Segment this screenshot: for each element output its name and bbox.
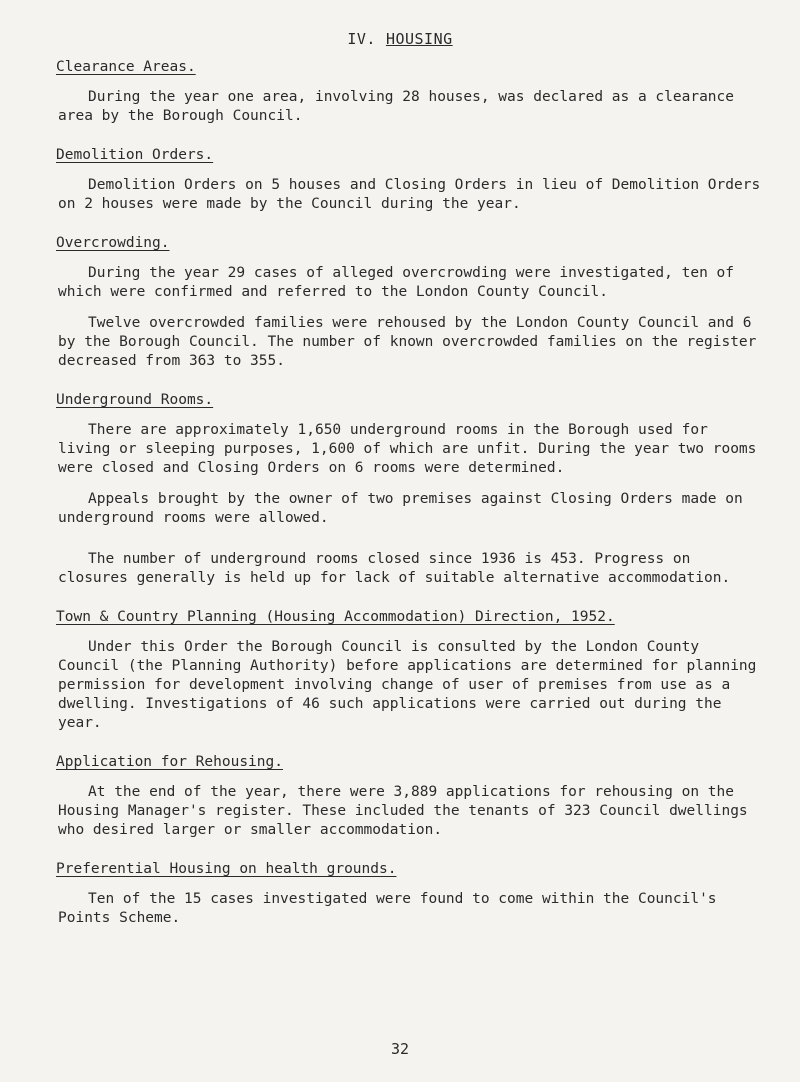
section-overcrowding — [58, 234, 768, 371]
section-demolition-orders — [58, 146, 768, 214]
section-heading: Demolition Orders. — [56, 147, 214, 163]
section-heading: Preferential Housing on health grounds. — [56, 861, 397, 877]
section-clearance-areas — [58, 58, 768, 126]
paragraph: The number of underground rooms closed since 1936 is 453. Progress on closures generally is held up for lack of suitable alternative accommodation. — [58, 551, 731, 586]
section-heading: Clearance Areas. — [56, 59, 196, 75]
paragraph: There are approximately 1,650 underground rooms in the Borough used for living or sleeping purposes, 1,600 of which are unfit. During the year two rooms were closed and Closing Orders on 6 rooms were determined. — [58, 422, 757, 476]
section-heading: Overcrowding. — [56, 235, 170, 251]
page-number: 32 — [390, 1040, 410, 1058]
section-town-country-planning — [58, 608, 768, 733]
document-body — [58, 58, 768, 948]
section-preferential-housing — [58, 860, 768, 928]
chapter-heading: HOUSING — [385, 30, 453, 48]
section-heading: Application for Rehousing. — [56, 754, 283, 770]
section-application-for-rehousing — [58, 753, 768, 840]
paragraph: During the year one area, involving 28 houses, was declared as a clearance area by the Borough Council. — [58, 89, 735, 124]
paragraph: Under this Order the Borough Council is consulted by the London County Council (the Planning Authority) before applications are determined for planning permission for development involving change of user of premises from use as a dwelling. Investigations of 46 such applications were carried out during the year. — [58, 639, 757, 731]
paragraph: Demolition Orders on 5 houses and Closing Orders in lieu of Demolition Orders on 2 houses were made by the Council during the year. — [58, 177, 761, 212]
section-underground-rooms — [58, 391, 768, 588]
paragraph: At the end of the year, there were 3,889 applications for rehousing on the Housing Manager's register. These included the tenants of 323 Council dwellings who desired larger or smaller accommodation. — [58, 784, 748, 838]
paragraph: Ten of the 15 cases investigated were found to come within the Council's Points Scheme. — [58, 891, 717, 926]
paragraph: During the year 29 cases of alleged overcrowding were investigated, ten of which were confirmed and referred to the London County Council. — [58, 265, 735, 300]
chapter-title — [0, 30, 800, 48]
paragraph: Appeals brought by the owner of two premises against Closing Orders made on underground rooms were allowed. — [58, 491, 743, 526]
paragraph: Twelve overcrowded families were rehoused by the London County Council and 6 by the Borough Council. The number of known overcrowded families on the register decreased from 363 to 355. — [58, 315, 757, 369]
section-heading: Underground Rooms. — [56, 392, 214, 408]
chapter-number: IV. — [347, 30, 376, 48]
section-heading: Town & Country Planning (Housing Accommodation) Direction, 1952. — [56, 609, 615, 625]
